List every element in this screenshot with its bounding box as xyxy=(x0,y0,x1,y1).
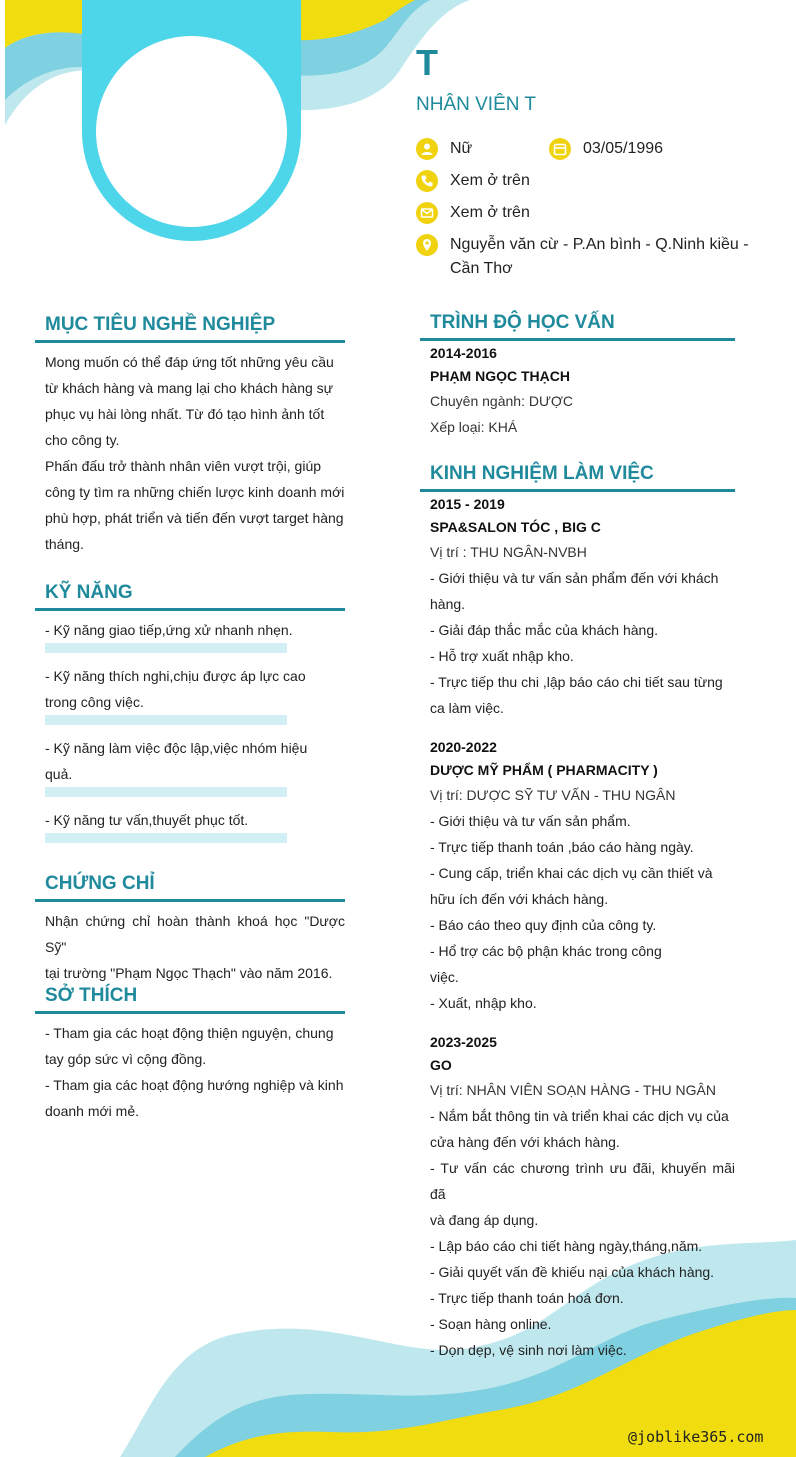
education-grade: Xếp loại: KHÁ xyxy=(430,419,518,435)
education-title: TRÌNH ĐỘ HỌC VẤN xyxy=(430,312,615,333)
skill-item: - Kỹ năng tư vấn,thuyết phục tốt. xyxy=(45,812,249,828)
birthday-row xyxy=(549,137,663,161)
education-school: PHẠM NGỌC THẠCH xyxy=(430,368,570,384)
hobbies-title: SỞ THÍCH xyxy=(45,985,138,1006)
skill-item: - Kỹ năng thích nghi,chịu được áp lực cao trong công việc. xyxy=(45,668,306,710)
address-value: Nguyễn văn cừ - P.An bình - Q.Ninh kiều - Cần Thơ xyxy=(450,236,749,277)
skill-item: - Kỹ năng làm việc độc lập,việc nhóm hiệu quả. xyxy=(45,740,308,782)
experience-divider xyxy=(420,489,735,492)
skill-bar xyxy=(45,787,287,797)
certificates-title: CHỨNG CHỈ xyxy=(45,873,155,894)
user-icon xyxy=(416,138,438,160)
job-period: 2023-2025 xyxy=(430,1034,497,1050)
objective-title: MỤC TIÊU NGHỀ NGHIỆP xyxy=(45,314,276,335)
phone-value: Xem ở trên xyxy=(450,172,530,189)
job-duties: - Nắm bắt thông tin và triển khai các dịch vụ của cửa hàng đến với khách hàng. - Tư vấn các chương trình ưu đãi, khuyến mãi đã và đang áp dụng. - Lập báo cáo chi tiết hàng ngày,tháng,năm. - Giải quyết vấn đề khiếu nại của khách hàng. - Trực tiếp thanh toán hoá đơn. - Soạn hàng online. - Dọn dẹp, vệ sinh nơi làm việc. xyxy=(430,1108,735,1358)
experience-title: KINH NGHIỆM LÀM VIỆC xyxy=(430,463,654,484)
job-period: 2020-2022 xyxy=(430,739,497,755)
job-company: DƯỢC MỸ PHẨM ( PHARMACITY ) xyxy=(430,762,658,778)
objective-divider xyxy=(35,340,345,343)
address-row xyxy=(416,233,750,281)
job-company: GO xyxy=(430,1057,452,1073)
location-icon xyxy=(416,234,438,256)
email-icon xyxy=(416,202,438,224)
gender-row xyxy=(416,137,472,161)
job-company: SPA&SALON TÓC , BIG C xyxy=(430,519,601,535)
skill-item: - Kỹ năng giao tiếp,ứng xử nhanh nhẹn. xyxy=(45,622,293,638)
skill-bar xyxy=(45,833,287,843)
hobbies-divider xyxy=(35,1011,345,1014)
skills-title: KỸ NĂNG xyxy=(45,582,133,603)
birthday-value: 03/05/1996 xyxy=(583,140,664,157)
gender-value: Nữ xyxy=(450,140,473,157)
job-position: Vị trí: DƯỢC SỸ TƯ VẤN - THU NGÂN xyxy=(430,787,676,803)
candidate-name: T xyxy=(416,42,438,83)
job-title: NHÂN VIÊN T xyxy=(416,94,537,115)
job-position: Vị trí : THU NGÂN-NVBH xyxy=(430,544,587,560)
job-duties: - Giới thiệu và tư vấn sản phẩm. - Trực tiếp thanh toán ,báo cáo hàng ngày. - Cung cấp, triển khai các dịch vụ cần thiết và hữu ích đến với khách hàng. - Báo cáo theo quy định của công ty. - Hổ trợ các bộ phận khác trong công việc. - Xuất, nhập kho. xyxy=(430,813,713,1011)
certificates-divider xyxy=(35,899,345,902)
education-period: 2014-2016 xyxy=(430,345,497,361)
calendar-icon xyxy=(549,138,571,160)
certificates-text: Nhận chứng chỉ hoàn thành khoá học "Dược Sỹ" tại trường "Phạm Ngọc Thạch" vào năm 2016. xyxy=(45,913,345,981)
avatar xyxy=(96,36,287,227)
objective-text: Mong muốn có thể đáp ứng tốt những yêu cầu từ khách hàng và mang lại cho khách hàng sự phục vụ hài lòng nhất. Từ đó tạo hình ảnh tốt cho công ty. Phấn đấu trở thành nhân viên vượt trội, giúp công ty tìm ra những chiến lược kinh doanh mới phù hợp, phát triển và tiến đến vượt target hàng tháng. xyxy=(45,354,345,552)
skill-bar xyxy=(45,715,287,725)
phone-icon xyxy=(416,170,438,192)
email-row xyxy=(416,201,530,225)
skill-bar xyxy=(45,643,287,653)
watermark: @joblike365.com xyxy=(628,1428,764,1446)
education-major: Chuyên ngành: DƯỢC xyxy=(430,393,574,409)
job-period: 2015 - 2019 xyxy=(430,496,505,512)
job-duties: - Giới thiệu và tư vấn sản phẩm đến với khách hàng. - Giải đáp thắc mắc của khách hàng. - Hỗ trợ xuất nhập kho. - Trực tiếp thu chi ,lập báo cáo chi tiết sau từng ca làm việc. xyxy=(430,570,723,716)
email-value: Xem ở trên xyxy=(450,204,530,221)
job-position: Vị trí: NHÂN VIÊN SOẠN HÀNG - THU NGÂN xyxy=(430,1082,716,1098)
hobbies-text: - Tham gia các hoạt động thiện nguyện, chung tay góp sức vì cộng đồng. - Tham gia các hoạt động hướng nghiệp và kinh doanh mới mẻ. xyxy=(45,1025,344,1119)
skills-divider xyxy=(35,608,345,611)
phone-row xyxy=(416,169,530,193)
education-divider xyxy=(420,338,735,341)
